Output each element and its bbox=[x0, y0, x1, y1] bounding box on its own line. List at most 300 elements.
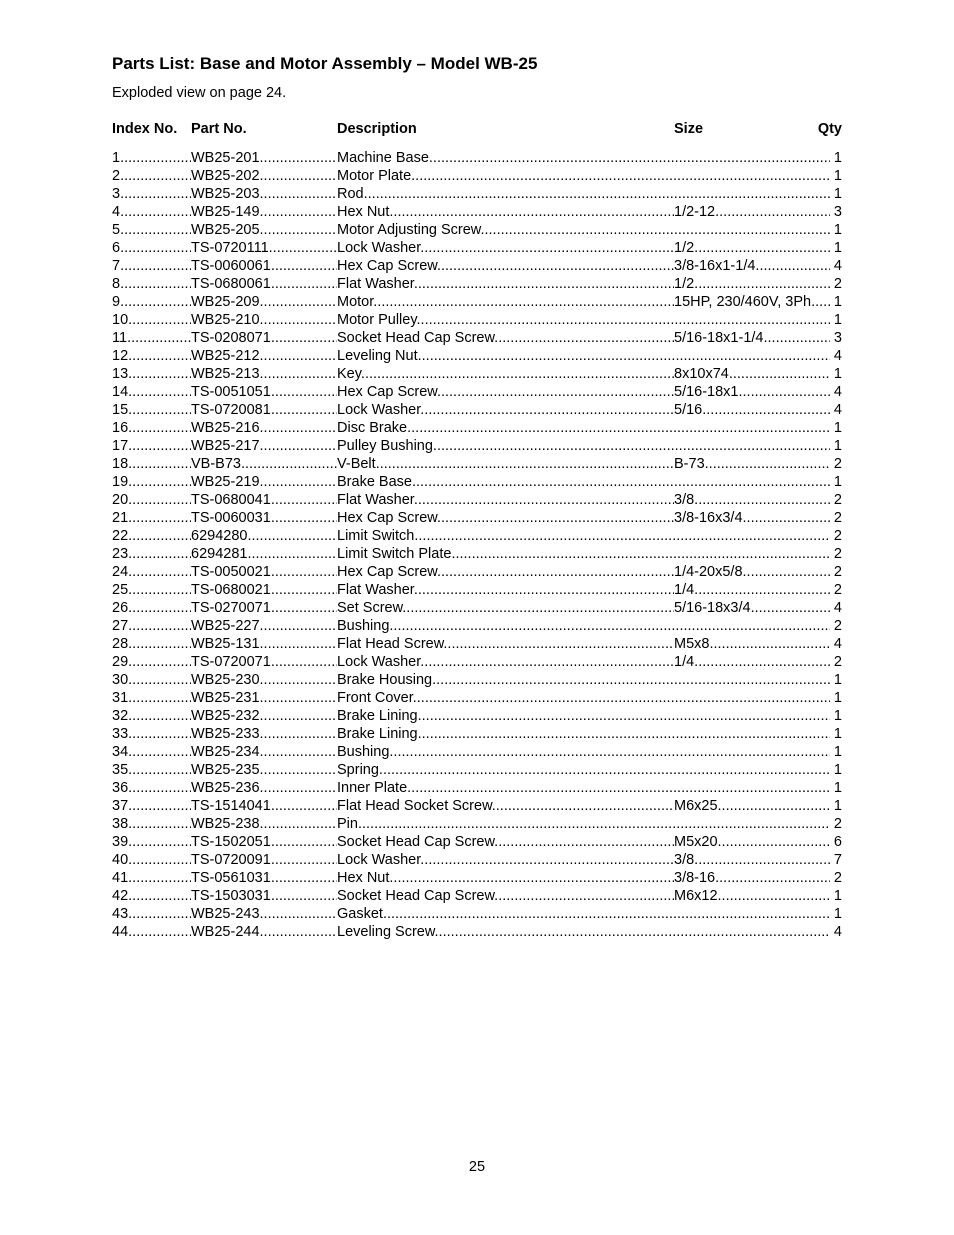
index-no-text: 19 bbox=[112, 474, 129, 490]
parts-row bbox=[112, 905, 842, 923]
qty: 2 bbox=[833, 870, 842, 886]
index-no bbox=[112, 887, 191, 905]
qty: 4 bbox=[833, 348, 842, 364]
size bbox=[674, 455, 830, 473]
parts-row bbox=[112, 167, 842, 185]
index-no-text: 12 bbox=[112, 348, 129, 364]
description bbox=[337, 311, 830, 329]
description bbox=[337, 851, 674, 869]
part-no-text: WB25-205 bbox=[191, 222, 260, 238]
part-no bbox=[191, 833, 337, 851]
qty: 1 bbox=[833, 240, 842, 256]
part-no-text: WB25-212 bbox=[191, 348, 260, 364]
size-text: 1/2-12 bbox=[674, 204, 716, 220]
size bbox=[674, 275, 830, 293]
index-no bbox=[112, 725, 191, 743]
index-no bbox=[112, 149, 191, 167]
part-no-text: WB25-232 bbox=[191, 708, 260, 724]
qty: 7 bbox=[833, 852, 842, 868]
part-no bbox=[191, 707, 337, 725]
part-no-text: WB25-227 bbox=[191, 618, 260, 634]
part-no-text: WB25-236 bbox=[191, 780, 260, 796]
description bbox=[337, 437, 830, 455]
parts-row bbox=[112, 257, 842, 275]
index-no-text: 27 bbox=[112, 618, 129, 634]
part-no bbox=[191, 473, 337, 491]
qty: 2 bbox=[833, 276, 842, 292]
part-no bbox=[191, 293, 337, 311]
description-text: Hex Nut bbox=[337, 870, 390, 886]
size bbox=[674, 797, 830, 815]
part-no bbox=[191, 365, 337, 383]
parts-row bbox=[112, 635, 842, 653]
index-no bbox=[112, 167, 191, 185]
parts-row bbox=[112, 275, 842, 293]
index-no-text: 41 bbox=[112, 870, 129, 886]
part-no-text: TS-1502051 bbox=[191, 834, 271, 850]
index-no bbox=[112, 527, 191, 545]
parts-row bbox=[112, 473, 842, 491]
index-no bbox=[112, 599, 191, 617]
part-no-text: TS-1514041 bbox=[191, 798, 271, 814]
description-text: Flat Washer bbox=[337, 492, 414, 508]
description bbox=[337, 707, 830, 725]
description-text: Brake Base bbox=[337, 474, 412, 490]
parts-row bbox=[112, 797, 842, 815]
header-size: Size bbox=[674, 121, 704, 137]
index-no-text: 7 bbox=[112, 258, 121, 274]
index-no-text: 21 bbox=[112, 510, 129, 526]
index-no-text: 35 bbox=[112, 762, 129, 778]
index-no bbox=[112, 329, 191, 347]
index-no bbox=[112, 905, 191, 923]
qty: 1 bbox=[833, 672, 842, 688]
qty: 3 bbox=[833, 204, 842, 220]
index-no-text: 34 bbox=[112, 744, 129, 760]
part-no-text: TS-0060061 bbox=[191, 258, 271, 274]
size-text: 3/8 bbox=[674, 852, 695, 868]
description bbox=[337, 599, 674, 617]
index-no-text: 23 bbox=[112, 546, 129, 562]
part-no bbox=[191, 851, 337, 869]
description bbox=[337, 293, 674, 311]
part-no-text: TS-0208071 bbox=[191, 330, 271, 346]
part-no-text: WB25-243 bbox=[191, 906, 260, 922]
qty: 4 bbox=[833, 402, 842, 418]
index-no-text: 32 bbox=[112, 708, 129, 724]
part-no bbox=[191, 887, 337, 905]
index-no-text: 5 bbox=[112, 222, 121, 238]
description-text: Inner Plate bbox=[337, 780, 408, 796]
description-text: Flat Head Screw bbox=[337, 636, 444, 652]
part-no bbox=[191, 329, 337, 347]
description-text: Flat Head Socket Screw bbox=[337, 798, 492, 814]
description-text: Brake Lining bbox=[337, 708, 418, 724]
description bbox=[337, 923, 830, 941]
part-no-text: WB25-210 bbox=[191, 312, 260, 328]
part-no-text: TS-0060031 bbox=[191, 510, 271, 526]
qty: 3 bbox=[833, 330, 842, 346]
description bbox=[337, 347, 830, 365]
description bbox=[337, 401, 674, 419]
part-no-text: TS-0561031 bbox=[191, 870, 271, 886]
description-text: Motor bbox=[337, 294, 374, 310]
index-no-text: 20 bbox=[112, 492, 129, 508]
part-no bbox=[191, 509, 337, 527]
qty: 1 bbox=[833, 168, 842, 184]
description bbox=[337, 239, 674, 257]
parts-row bbox=[112, 149, 842, 167]
size-text: 3/8-16 bbox=[674, 870, 716, 886]
part-no-text: WB25-231 bbox=[191, 690, 260, 706]
index-no bbox=[112, 473, 191, 491]
description-text: Lock Washer bbox=[337, 852, 421, 868]
index-no-text: 39 bbox=[112, 834, 129, 850]
parts-row bbox=[112, 347, 842, 365]
parts-row bbox=[112, 203, 842, 221]
qty: 2 bbox=[833, 510, 842, 526]
description bbox=[337, 419, 830, 437]
part-no bbox=[191, 491, 337, 509]
parts-row bbox=[112, 707, 842, 725]
size bbox=[674, 401, 830, 419]
description bbox=[337, 167, 830, 185]
description bbox=[337, 185, 830, 203]
parts-row bbox=[112, 887, 842, 905]
index-no bbox=[112, 275, 191, 293]
parts-row bbox=[112, 833, 842, 851]
qty: 2 bbox=[833, 564, 842, 580]
description bbox=[337, 473, 830, 491]
qty: 1 bbox=[833, 726, 842, 742]
qty: 1 bbox=[833, 762, 842, 778]
part-no-text: WB25-202 bbox=[191, 168, 260, 184]
qty: 1 bbox=[833, 744, 842, 760]
index-no bbox=[112, 239, 191, 257]
index-no bbox=[112, 383, 191, 401]
description-text: Flat Washer bbox=[337, 582, 414, 598]
parts-row bbox=[112, 329, 842, 347]
description-text: Hex Cap Screw bbox=[337, 258, 437, 274]
description-text: Set Screw bbox=[337, 600, 403, 616]
size bbox=[674, 851, 830, 869]
description bbox=[337, 383, 674, 401]
size bbox=[674, 383, 830, 401]
index-no-text: 26 bbox=[112, 600, 129, 616]
description-text: Disc Brake bbox=[337, 420, 408, 436]
qty: 4 bbox=[833, 636, 842, 652]
description bbox=[337, 635, 674, 653]
size-text: 5/16 bbox=[674, 402, 703, 418]
index-no bbox=[112, 419, 191, 437]
size bbox=[674, 239, 830, 257]
size bbox=[674, 491, 830, 509]
size bbox=[674, 293, 830, 311]
qty: 1 bbox=[833, 906, 842, 922]
size-text: 5/16-18x1-1/4 bbox=[674, 330, 764, 346]
part-no bbox=[191, 347, 337, 365]
description-text: Rod bbox=[337, 186, 364, 202]
parts-row bbox=[112, 689, 842, 707]
description-text: Machine Base bbox=[337, 150, 429, 166]
parts-row bbox=[112, 455, 842, 473]
size-text: 1/4-20x5/8 bbox=[674, 564, 743, 580]
index-no bbox=[112, 923, 191, 941]
parts-row bbox=[112, 527, 842, 545]
description bbox=[337, 149, 830, 167]
part-no bbox=[191, 815, 337, 833]
description-text: Key bbox=[337, 366, 361, 382]
description-text: Front Cover bbox=[337, 690, 413, 706]
index-no bbox=[112, 617, 191, 635]
index-no-text: 4 bbox=[112, 204, 121, 220]
parts-row bbox=[112, 761, 842, 779]
part-no bbox=[191, 419, 337, 437]
index-no-text: 37 bbox=[112, 798, 129, 814]
size-text: 1/2 bbox=[674, 240, 695, 256]
parts-row bbox=[112, 383, 842, 401]
qty: 1 bbox=[833, 690, 842, 706]
size-text: 3/8-16x3/4 bbox=[674, 510, 743, 526]
size bbox=[674, 257, 830, 275]
parts-row bbox=[112, 743, 842, 761]
part-no-text: WB25-217 bbox=[191, 438, 260, 454]
description bbox=[337, 743, 830, 761]
size-text: 5/16-18x3/4 bbox=[674, 600, 751, 616]
description bbox=[337, 527, 830, 545]
part-no bbox=[191, 617, 337, 635]
index-no bbox=[112, 545, 191, 563]
index-no bbox=[112, 221, 191, 239]
index-no bbox=[112, 455, 191, 473]
qty: 1 bbox=[833, 438, 842, 454]
index-no bbox=[112, 437, 191, 455]
index-no bbox=[112, 509, 191, 527]
description-text: Brake Lining bbox=[337, 726, 418, 742]
description-text: Gasket bbox=[337, 906, 383, 922]
size bbox=[674, 365, 830, 383]
description-text: Socket Head Cap Screw bbox=[337, 888, 495, 904]
qty: 1 bbox=[833, 798, 842, 814]
description-text: Lock Washer bbox=[337, 402, 421, 418]
description bbox=[337, 221, 830, 239]
size bbox=[674, 509, 830, 527]
description bbox=[337, 455, 674, 473]
parts-row bbox=[112, 365, 842, 383]
qty: 2 bbox=[833, 618, 842, 634]
parts-row bbox=[112, 491, 842, 509]
description-text: Limit Switch Plate bbox=[337, 546, 452, 562]
part-no-text: TS-1503031 bbox=[191, 888, 271, 904]
description-text: V-Belt bbox=[337, 456, 376, 472]
description-text: Lock Washer bbox=[337, 654, 421, 670]
index-no bbox=[112, 347, 191, 365]
index-no-text: 33 bbox=[112, 726, 129, 742]
parts-row bbox=[112, 311, 842, 329]
part-no-text: WB25-216 bbox=[191, 420, 260, 436]
description-text: Socket Head Cap Screw bbox=[337, 834, 495, 850]
description-text: Leveling Nut bbox=[337, 348, 418, 364]
parts-row bbox=[112, 401, 842, 419]
qty: 4 bbox=[833, 924, 842, 940]
index-no-text: 42 bbox=[112, 888, 129, 904]
description bbox=[337, 203, 674, 221]
qty: 4 bbox=[833, 258, 842, 274]
size-text: B-73 bbox=[674, 456, 705, 472]
part-no-text: WB25-230 bbox=[191, 672, 260, 688]
index-no-text: 3 bbox=[112, 186, 121, 202]
qty: 1 bbox=[833, 312, 842, 328]
part-no bbox=[191, 743, 337, 761]
part-no bbox=[191, 671, 337, 689]
part-no bbox=[191, 545, 337, 563]
description-text: Leveling Screw bbox=[337, 924, 435, 940]
part-no-text: WB25-201 bbox=[191, 150, 260, 166]
qty: 1 bbox=[833, 150, 842, 166]
index-no-text: 25 bbox=[112, 582, 129, 598]
size bbox=[674, 869, 830, 887]
index-no-text: 11 bbox=[112, 330, 128, 346]
description-text: Pin bbox=[337, 816, 358, 832]
index-no bbox=[112, 707, 191, 725]
size bbox=[674, 203, 830, 221]
parts-row bbox=[112, 851, 842, 869]
parts-row bbox=[112, 779, 842, 797]
parts-row bbox=[112, 293, 842, 311]
description bbox=[337, 797, 674, 815]
parts-row bbox=[112, 221, 842, 239]
size-text: 1/4 bbox=[674, 654, 695, 670]
size bbox=[674, 887, 830, 905]
page-title: Parts List: Base and Motor Assembly – Model WB-25 bbox=[112, 54, 538, 73]
size bbox=[674, 599, 830, 617]
part-no-text: WB25-131 bbox=[191, 636, 260, 652]
header-index-no: Index No. bbox=[112, 121, 178, 137]
description bbox=[337, 815, 830, 833]
index-no bbox=[112, 689, 191, 707]
part-no bbox=[191, 599, 337, 617]
index-no bbox=[112, 833, 191, 851]
description-text: Socket Head Cap Screw bbox=[337, 330, 495, 346]
qty: 1 bbox=[833, 708, 842, 724]
part-no-text: TS-0720071 bbox=[191, 654, 271, 670]
part-no bbox=[191, 527, 337, 545]
index-no bbox=[112, 779, 191, 797]
parts-row bbox=[112, 617, 842, 635]
index-no bbox=[112, 311, 191, 329]
part-no-text: WB25-209 bbox=[191, 294, 260, 310]
part-no-text: TS-0050021 bbox=[191, 564, 271, 580]
description bbox=[337, 275, 674, 293]
description-text: Motor Plate bbox=[337, 168, 412, 184]
part-no-text: TS-0720081 bbox=[191, 402, 271, 418]
description bbox=[337, 365, 674, 383]
index-no-text: 17 bbox=[112, 438, 129, 454]
index-no bbox=[112, 635, 191, 653]
index-no bbox=[112, 293, 191, 311]
size-text: 8x10x74 bbox=[674, 366, 729, 382]
description bbox=[337, 563, 674, 581]
part-no bbox=[191, 257, 337, 275]
part-no-text: WB25-244 bbox=[191, 924, 260, 940]
qty: 2 bbox=[833, 528, 842, 544]
part-no bbox=[191, 635, 337, 653]
index-no bbox=[112, 257, 191, 275]
part-no bbox=[191, 923, 337, 941]
index-no-text: 15 bbox=[112, 402, 129, 418]
description bbox=[337, 617, 830, 635]
description-text: Spring bbox=[337, 762, 379, 778]
part-no bbox=[191, 725, 337, 743]
part-no bbox=[191, 779, 337, 797]
part-no bbox=[191, 239, 337, 257]
size bbox=[674, 635, 830, 653]
index-no bbox=[112, 653, 191, 671]
description bbox=[337, 689, 830, 707]
index-no-text: 30 bbox=[112, 672, 129, 688]
index-no-text: 24 bbox=[112, 564, 129, 580]
description-text: Motor Pulley bbox=[337, 312, 417, 328]
index-no-text: 10 bbox=[112, 312, 129, 328]
index-no-text: 13 bbox=[112, 366, 129, 382]
description bbox=[337, 779, 830, 797]
parts-row bbox=[112, 581, 842, 599]
size-text: 3/8 bbox=[674, 492, 695, 508]
size bbox=[674, 329, 830, 347]
index-no-text: 22 bbox=[112, 528, 129, 544]
part-no-text: TS-0680041 bbox=[191, 492, 271, 508]
index-no bbox=[112, 797, 191, 815]
index-no-text: 36 bbox=[112, 780, 129, 796]
size-text: M5x20 bbox=[674, 834, 718, 850]
description bbox=[337, 653, 674, 671]
description-text: Pulley Bushing bbox=[337, 438, 433, 454]
index-no bbox=[112, 815, 191, 833]
index-no bbox=[112, 581, 191, 599]
description-text: Lock Washer bbox=[337, 240, 421, 256]
parts-row bbox=[112, 185, 842, 203]
parts-row bbox=[112, 239, 842, 257]
parts-row bbox=[112, 725, 842, 743]
description-text: Limit Switch bbox=[337, 528, 415, 544]
index-no-text: 16 bbox=[112, 420, 129, 436]
qty: 1 bbox=[833, 366, 842, 382]
qty: 1 bbox=[833, 294, 842, 310]
size-text: M6x25 bbox=[674, 798, 718, 814]
part-no-text: VB-B73 bbox=[191, 456, 241, 472]
part-no-text: TS-0680061 bbox=[191, 276, 271, 292]
index-no bbox=[112, 851, 191, 869]
index-no bbox=[112, 869, 191, 887]
index-no-text: 38 bbox=[112, 816, 129, 832]
size bbox=[674, 581, 830, 599]
part-no-text: WB25-233 bbox=[191, 726, 260, 742]
part-no-text: 6294280 bbox=[191, 528, 248, 544]
index-no bbox=[112, 203, 191, 221]
description bbox=[337, 869, 674, 887]
size-text: 1/2 bbox=[674, 276, 695, 292]
index-no bbox=[112, 761, 191, 779]
index-no-text: 14 bbox=[112, 384, 129, 400]
parts-row bbox=[112, 509, 842, 527]
qty: 2 bbox=[833, 582, 842, 598]
index-no-text: 18 bbox=[112, 456, 129, 472]
description bbox=[337, 887, 674, 905]
part-no-text: WB25-234 bbox=[191, 744, 260, 760]
description-text: Hex Cap Screw bbox=[337, 564, 437, 580]
description bbox=[337, 725, 830, 743]
index-no bbox=[112, 185, 191, 203]
